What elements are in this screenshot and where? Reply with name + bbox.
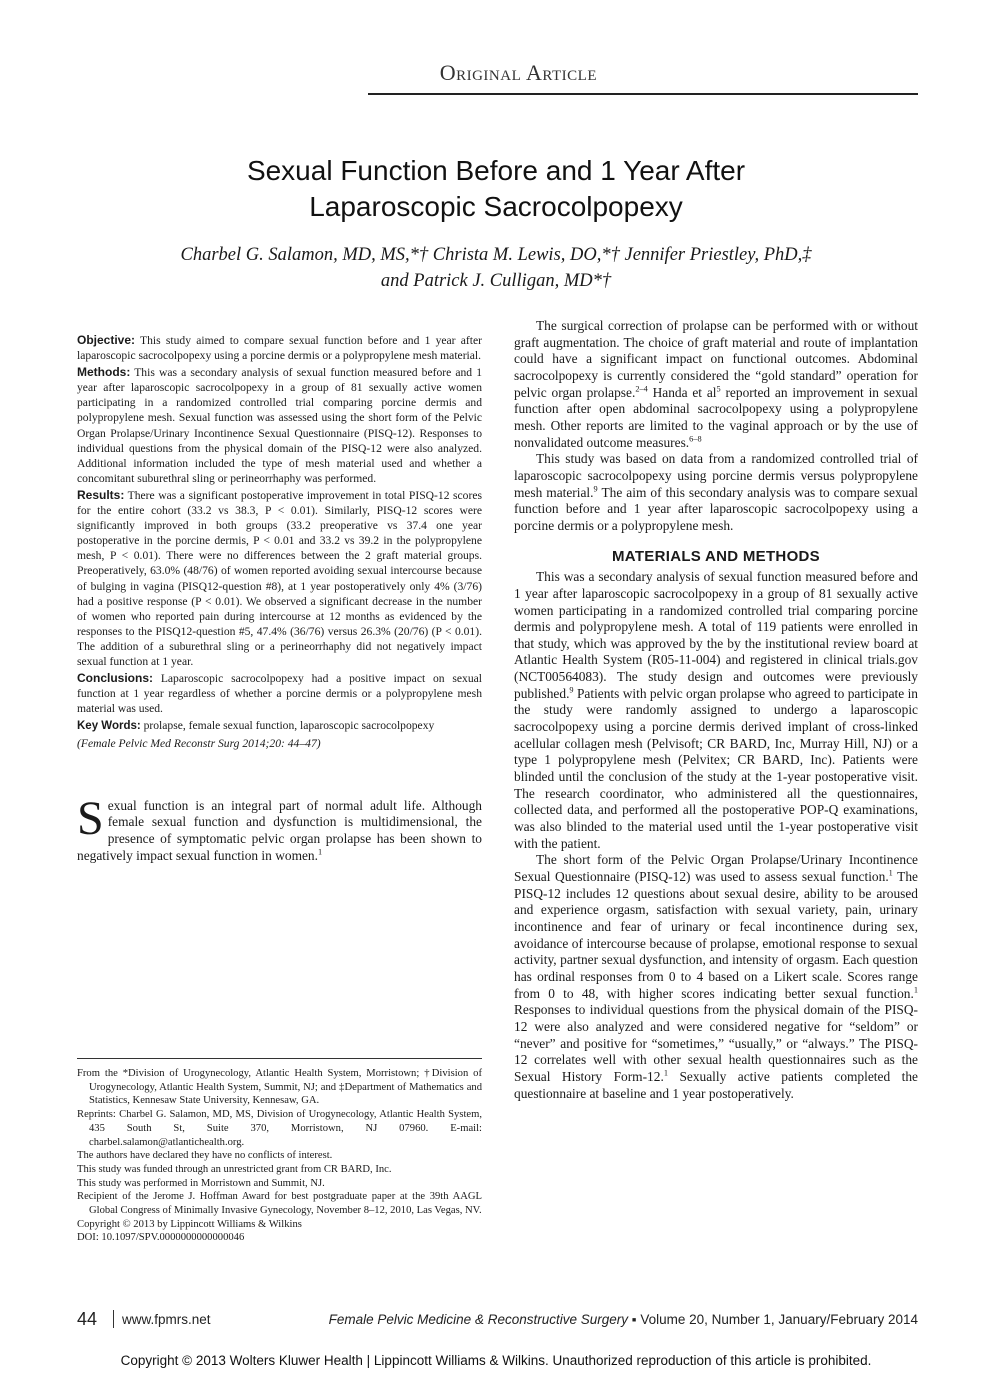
p1-ref-1: 2–4 (635, 384, 648, 394)
methods-text: This was a secondary analysis of sexual function measured before and 1 year after laparoscopic sacrocolpopexy in a group of 81 sexually active women participating in a randomized controlled trial comparing porcine dermis and polypropylene mesh. Sexual function was assessed using the short form of the Pelvic Organ Prolapse/Urinary Incontinence Sexual Questionnaire (PISQ-12). Responses to individual questions from the physical domain of the PISQ-12 were also analyzed. Additional information included the type of mesh material used and whether a concomitant suburethral sling or perineorrhaphy was performed. (77, 366, 482, 485)
p1-ref-3: 6–8 (689, 434, 702, 444)
p1-end: reported an improvement in sexual function after open abdominal sacrocolpopexy using a polypropylene mesh. Other reports are limited to the vaginal approach or by the use of nonvalidated outcome measures. (514, 384, 919, 450)
p4-ref-3: 1 (663, 1068, 668, 1078)
body-paragraph-3 (514, 569, 918, 852)
objective-text: This study aimed to compare sexual function before and 1 year after laparoscopic sacrocolpopexy using a porcine dermis or a polypropylene mesh material. (77, 334, 482, 363)
p4-mid-2: Responses to individual questions from the physical domain of the PISQ-12 were also analyzed and were considered negative for “seldom” or “never” and positive for “sometimes,” “usually,” or “always.” The PISQ-12 correlates well with other sexual health questionnaires such as the Sexual History Form-12. (514, 1002, 918, 1084)
p4-text: The short form of the Pelvic Organ Prolapse/Urinary Incontinence Sexual Questionnaire (PISQ-12) was used to assess sexual function. (514, 852, 918, 884)
footnote-funding: This study was funded through an unrestricted grant from CR BARD, Inc. (77, 1163, 392, 1175)
results-text: There was a significant postoperative improvement in total PISQ-12 scores for the entire cohort (33.2 vs 38.3, P < 0.01). Similarly, PISQ-12 scores were significantly improved in both groups (33.2 preoperative vs 37.4 one year postoperative in the porcine dermis, P < 0.01 and 33.2 vs 39.2 in the polypropylene mesh, P < 0.01). There were no differences between the 2 graft material groups. Preoperatively, 63.0% (48/76) of women reported avoiding sexual intercourse because of bulging in vagina (PISQ12-question #8), at 1 year postoperatively only 4% (3/76) had a positive response (P < 0.01). We observed a significant decrease in the number of women who reported pain during intercourse at 12 months as evidenced by the responses to the PISQ12-question #5, 47.4% (36/76) versus 26.3% (20/76) (P < 0.01). The addition of a suburethral sling or a perineorrhaphy did not negatively impact sexual function at 1 year. (77, 488, 482, 668)
abstract-conclusions (77, 671, 482, 716)
authors-line-1: Charbel G. Salamon, MD, MS,*† Christa M. Lewis, DO,*† Jennifer Priestley, PhD,‡ (180, 245, 812, 265)
abstract-methods (77, 365, 482, 486)
title-line-1: Sexual Function Before and 1 Year After (246, 155, 746, 186)
intro-text: exual function is an integral part of normal adult life. Although female sexual function and dysfunction is multidimensional, the presence of symptomatic pelvic organ prolapse has been shown to negatively impact sexual function in women. (77, 797, 482, 863)
body-paragraph-1 (514, 318, 918, 451)
p3-text: This was a secondary analysis of sexual function measured before and 1 year after laparoscopic sacrocolpopexy in a group of 81 sexually active women participating in a randomized controlled trial comparing porcine dermis and polypropylene mesh. A total of 119 patients were enrolled in that study, which was approved by the by the institutional review board at Atlantic Health System (R05-11-004) and registered in clinical trials.gov (NCT00564083). The study design and outcomes were previously published. (514, 569, 918, 701)
footnote-performed: This study was performed in Morristown and Summit, NJ. (77, 1177, 325, 1189)
p2-text: This study was based on data from a randomized controlled trial of laparoscopic sacrocolpopexy using porcine dermis versus polypropylene mesh material. (514, 451, 918, 500)
intro-ref: 1 (317, 847, 323, 857)
page-number: 44 (77, 1308, 98, 1329)
page-footer (77, 1305, 918, 1333)
p1-ref-2: 5 (716, 384, 721, 394)
footnote-conflicts: The authors have declared they have no conflicts of interest. (77, 1150, 333, 1162)
conclusions-text: Laparoscopic sacrocolpopexy had a positive impact on sexual function at 1 year regardless of whether a porcine dermis or a polypropylene mesh material was used. (77, 672, 482, 716)
p4-mid: The PISQ-12 includes 12 questions about sexual desire, ability to be aroused and experience orgasm, satisfaction with sexual variety, pain, urinary incontinence and fear of urinary or fecal incontinence during sex, avoidance of intercourse because of prolapse, emotional response to sexual activity, partner sexual dysfunction, and intensity of orgasm. Each question has ordinal responses from 0 to 4 based on a Likert scale. Scores range from 0 to 48, with higher scores indicating better sexual function. (514, 869, 918, 1001)
section-label: Original Article (439, 60, 597, 85)
copyright-notice: Copyright © 2013 Wolters Kluwer Health | Lippincott Williams & Wilkins. Unauthorized reproduction of this article is prohibited. (120, 1353, 872, 1368)
drop-cap: S (77, 791, 104, 845)
keywords (77, 718, 482, 734)
section-rule (368, 93, 918, 95)
body-paragraph-2 (514, 451, 918, 534)
footnote-award: Recipient of the Jerome J. Hoffman Award for best postgraduate paper at the 39th AAGL Global Congress of Minimally Invasive Gynecology, November 8–12, 2010, Las Vegas, NV. (77, 1191, 482, 1217)
results-heading: Results: (77, 487, 125, 502)
keywords-text: prolapse, female sexual function, laparoscopic sacrocolpopexy (140, 719, 435, 733)
objective-heading: Objective: (77, 333, 136, 347)
journal-info (329, 1312, 918, 1327)
p3-ref: 9 (569, 685, 574, 695)
keywords-heading: Key Words: (77, 720, 141, 733)
left-column (77, 333, 482, 864)
footer-divider (113, 1310, 114, 1328)
p4-ref-1: 1 (888, 868, 893, 878)
abstract-results (77, 488, 482, 669)
footnote-affiliation: From the *Division of Urogynecology, Atlantic Health System, Morristown; †Division of Urogynecology, Atlantic Health System, Summit, NJ; and ‡Department of Mathematics and Statistics, Kennesaw State University, Kennesaw, GA. (77, 1068, 482, 1107)
p4-end: Sexually active patients completed the questionnaire at baseline and 1 year postoperatively. (514, 1068, 918, 1101)
p1-mid: Handa et al (647, 384, 717, 400)
journal-name: Female Pelvic Medicine & Reconstructive Surgery (328, 1311, 629, 1327)
conclusions-heading: Conclusions: (77, 671, 154, 686)
author-list (110, 242, 882, 294)
introduction (77, 791, 482, 865)
p2-ref: 9 (593, 484, 598, 494)
p1-text: The surgical correction of prolapse can be performed with or without graft augmentation. The choice of graft material and route of implantation could have a significant impact on functional outcomes. Abdominal sacrocolpopexy is currently considered the “gold standard” operation for pelvic organ prolapse. (514, 318, 918, 400)
intro-paragraph (77, 791, 482, 865)
p4-ref-2: 1 (913, 985, 918, 995)
title-line-2: Laparoscopic Sacrocolpopexy (309, 191, 683, 222)
body-paragraph-4 (514, 852, 918, 1102)
p3-end: Patients with pelvic organ prolapse who agreed to participate in the study were randomly assigned to undergo a laparoscopic sacrocolpopexy using a porcine dermis derived implant of cross-linked acellular collagen mesh (Pelvisoft; CR BARD, Inc, Murray Hill, NJ) or a type 1 polypropylene mesh (Pelvitex; CR BARD, Inc). Patients were blinded until the conclusion of the study at the 1-year postoperative visit. The research coordinator, who administered all the questionnaires, collected data, and performed all the postoperative POP-Q examinations, was also blinded to the material used until the 1-year postoperative visit with the patient. (514, 685, 918, 851)
journal-website: www.fpmrs.net (122, 1311, 211, 1327)
methods-section-heading: MATERIALS AND METHODS (612, 547, 820, 565)
abstract (77, 333, 482, 752)
footnotes (77, 1058, 482, 1245)
methods-heading: Methods: (77, 365, 131, 380)
right-column (514, 318, 918, 1102)
journal-issue: Volume 20, Number 1, January/February 2014 (640, 1311, 918, 1327)
p2-end: The aim of this secondary analysis was to compare sexual function before and 1 year after laparoscopic sacrocolpopexy using a porcine dermis or a polypropylene mesh. (514, 484, 919, 533)
footnote-doi: DOI: 10.1097/SPV.0000000000000046 (77, 1232, 245, 1244)
authors-line-2: and Patrick J. Culligan, MD*† (380, 271, 612, 291)
bullet-separator: ▪ (631, 1311, 637, 1327)
footnote-copyright: Copyright © 2013 by Lippincott Williams & Wilkins (77, 1218, 302, 1230)
article-title (100, 153, 892, 225)
footnote-reprints: Reprints: Charbel G. Salamon, MD, MS, Division of Urogynecology, Atlantic Health System, 435 South St, Suite 370, Morristown, NJ 07960. E-mail: charbel.salamon@atlantichealth.org. (77, 1109, 482, 1148)
abstract-objective (77, 333, 482, 363)
citation: (Female Pelvic Med Reconstr Surg 2014;20: 44–47) (77, 737, 321, 751)
